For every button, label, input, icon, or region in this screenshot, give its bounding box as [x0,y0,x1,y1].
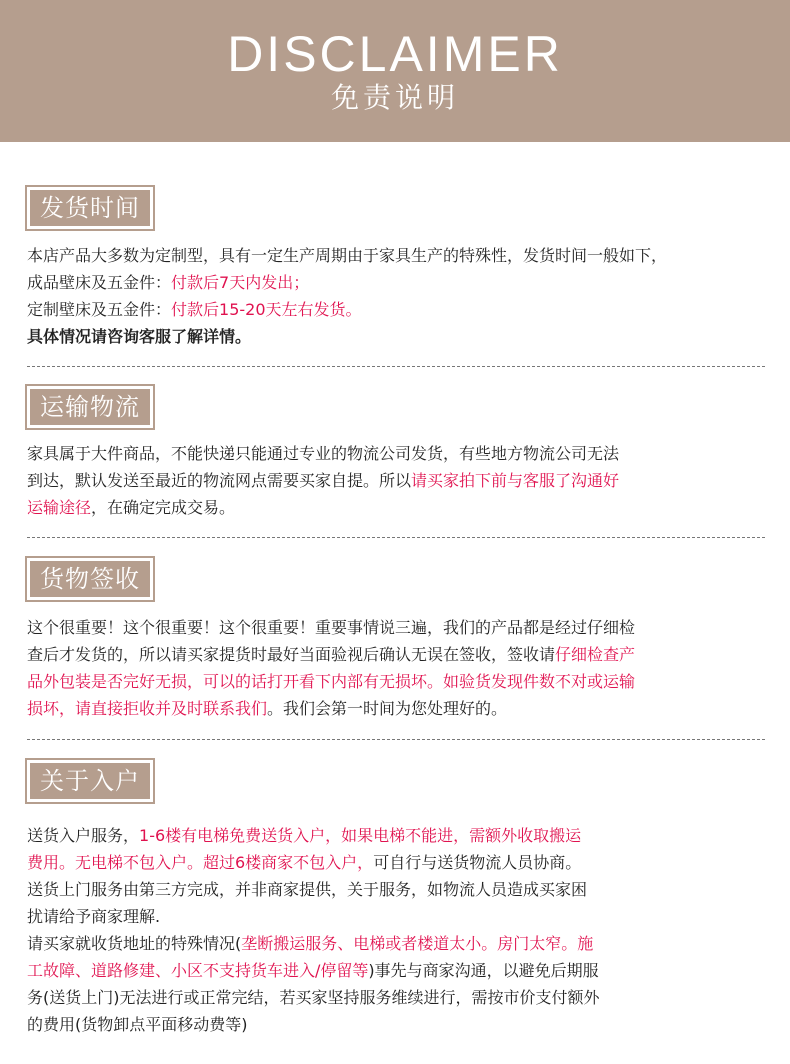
section-title-receipt [25,556,155,602]
section-body-home-delivery [27,822,767,1038]
text-line [27,323,767,350]
text-span: 到达，默认发送至最近的物流网点需要买家自提。所以 [27,471,412,490]
text-line [27,930,767,957]
section-title-label: 运输物流 [30,389,150,425]
text-span: 送货上门服务由第三方完成，并非商家提供，关于服务，如物流人员造成买家困 [27,880,588,899]
highlight-text: 付款后15-20天左右发货。 [171,300,362,319]
text-span: 本店产品大多数为定制型，具有一定生产周期由于家具生产的特殊性，发货时间一般如下， [27,246,668,265]
text-line [27,269,767,296]
text-line [27,822,767,849]
banner-title: DISCLAIMER [227,26,563,82]
section-title-label: 关于入户 [30,763,150,799]
text-span: 成品壁床及五金件： [27,273,172,292]
highlight-text: 工故障、道路修建、小区不支持货车进入/停留等 [27,961,369,980]
highlight-text: 垄断搬运服务、电梯或者楼道太小。房门太窄。施 [241,934,594,953]
text-line [27,668,767,695]
section-title-home-delivery [25,758,155,804]
text-line [27,242,767,269]
text-span: 扰请给予商家理解. [27,907,161,926]
highlight-text: 仔细检查产 [555,645,636,664]
highlight-text: 费用。无电梯不包入户。超过6楼商家不包入户， [27,853,374,872]
text-line [27,849,767,876]
text-span: 送货入户服务， [27,826,140,845]
section-title-label: 发货时间 [30,190,150,226]
text-line [27,494,767,521]
text-line [27,957,767,984]
text-line [27,695,767,722]
text-line [27,641,767,668]
text-span: 定制壁床及五金件： [27,300,172,319]
text-span: 具体情况请咨询客服了解详情。 [27,327,252,346]
text-line [27,984,767,1011]
text-line [27,1011,767,1038]
text-line [27,614,767,641]
text-span: 。我们会第一时间为您处理好的。 [267,699,508,718]
banner-subtitle: 免责说明 [330,81,459,114]
dashed-divider [27,739,765,740]
highlight-text: 1-6楼有电梯免费送货入户，如果电梯不能进，需额外收取搬运 [139,826,582,845]
disclaimer-banner [0,0,790,142]
text-line [27,440,767,467]
text-span: 务(送货上门)无法进行或正常完结，若买家坚持服务维续进行，需按市价支付额外 [27,988,600,1007]
text-span: 请买家就收货地址的特殊情况( [27,934,242,953]
section-title-label: 货物签收 [30,561,150,597]
highlight-text: 请买家拍下前与客服了沟通好 [411,471,620,490]
text-span: 这个很重要！这个很重要！这个很重要！重要事情说三遍，我们的产品都是经过仔细检 [27,618,636,637]
text-span: 家具属于大件商品，不能快递只能通过专业的物流公司发货，有些地方物流公司无法 [27,444,620,463]
section-body-shipping-time [27,242,767,350]
section-body-receipt [27,614,767,722]
highlight-text: 运输途径 [27,498,92,517]
text-span: 查后才发货的，所以请买家提货时最好当面验视后确认无误在签收，签收请 [27,645,556,664]
highlight-text: 损坏，请直接拒收并及时联系我们 [27,699,268,718]
text-span: 可自行与送货物流人员协商。 [373,853,582,872]
section-title-logistics [25,384,155,430]
text-span: )事先与商家沟通，以避免后期服 [368,961,599,980]
text-line [27,903,767,930]
text-line [27,296,767,323]
section-title-shipping-time [25,185,155,231]
dashed-divider [27,537,765,538]
highlight-text: 品外包装是否完好无损，可以的话打开看下内部有无损坏。如验货发现件数不对或运输 [27,672,636,691]
text-line [27,876,767,903]
text-span: 的费用(货物卸点平面移动费等) [27,1015,248,1034]
highlight-text: 付款后7天内发出； [171,273,310,292]
text-span: ，在确定完成交易。 [91,498,236,517]
dashed-divider [27,366,765,367]
section-body-logistics [27,440,767,521]
text-line [27,467,767,494]
